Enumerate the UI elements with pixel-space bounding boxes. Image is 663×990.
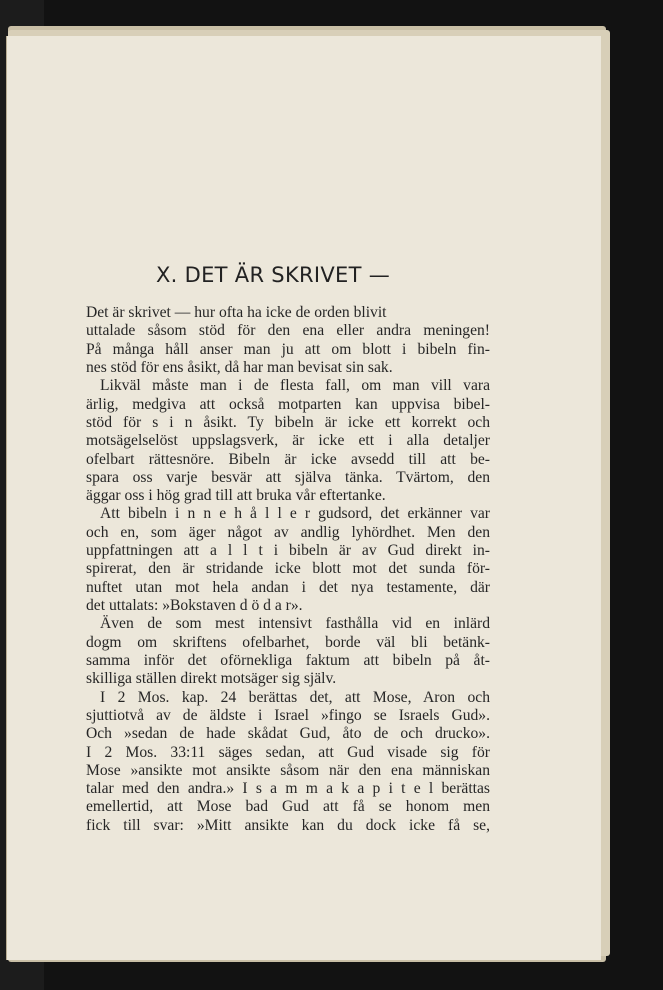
text-line: och en, som äger något av andlig lyhördhet. Men den [86,523,490,541]
text-line: Likväl måste man i de flesta fall, om man vill vara [100,377,490,395]
text-line: I 2 Mos. kap. 24 berättas det, att Mose, Aron och [100,688,490,706]
text-line: stöd för s i n åsikt. Ty bibeln är icke ett korrekt och [86,413,490,431]
text-line: det uttalats: »Bokstaven d ö d a r». [86,597,303,614]
text-line: ofelbart rättesnöre. Bibeln är icke avsedd till att be- [86,450,490,468]
text-line: uttalade såsom stöd för den ena eller andra meningen! [86,322,490,340]
text-line: fick till svar: »Mitt ansikte kan du dock icke få se, [86,816,490,834]
text-line: Det är skrivet — hur ofta ha icke de orden blivit [86,304,387,321]
text-line: dogm om skriftens ofelbarhet, borde väl bli betänk- [86,633,490,651]
text-line: uppfattningen att a l l t i bibeln är av Gud direkt in- [86,542,490,560]
text-line: Och »sedan de hade skådat Gud, åto de och drucko». [86,725,490,743]
text-line: Även de som mest intensivt fasthålla vid en inlärd [100,615,490,633]
body-text [86,304,490,835]
text-line: Att bibeln i n n e h å l l e r gudsord, det erkänner var [100,505,490,523]
text-line: ärlig, medgiva att också motparten kan uppvisa bibel- [86,395,490,413]
text-line: äggar oss i hög grad till att bruka vår eftertanke. [86,487,386,505]
text-line: Mose »ansikte mot ansikte såsom när den ena människan [86,761,490,779]
chapter-title: X. DET ÄR SKRIVET — [156,263,391,287]
text-line: nuftet utan mot hela andan i det nya testamente, där [86,578,490,596]
text-line: talar med den andra.» I s a m m a k a p i t e l berättas [86,780,490,798]
text-line: skilliga ställen direkt motsäger sig själv. [86,670,337,688]
text-line: spirerat, den är stridande icke blott mot det sunda för- [86,560,490,578]
text-line: I 2 Mos. 33:11 säges sedan, att Gud visade sig för [86,743,490,761]
text-line: emellertid, att Mose bad Gud att få se honom men [86,798,490,816]
text-line: På många håll anser man ju att om blott i bibeln fin- [86,340,490,358]
text-line: nes stöd för ens åsikt, då har man bevisat sin sak. [86,358,393,376]
book-page [6,36,601,960]
text-line: samma inför det oförnekliga faktum att bibeln på åt- [86,651,490,669]
text-line: sjuttiotvå av de äldste i Israel »fingo se Israels Gud». [86,706,490,724]
text-line: motsägelselöst uppslagsverk, är icke ett i alla detaljer [86,432,490,450]
text-line: spara oss varje besvär att själva tänka. Tvärtom, den [86,468,490,486]
